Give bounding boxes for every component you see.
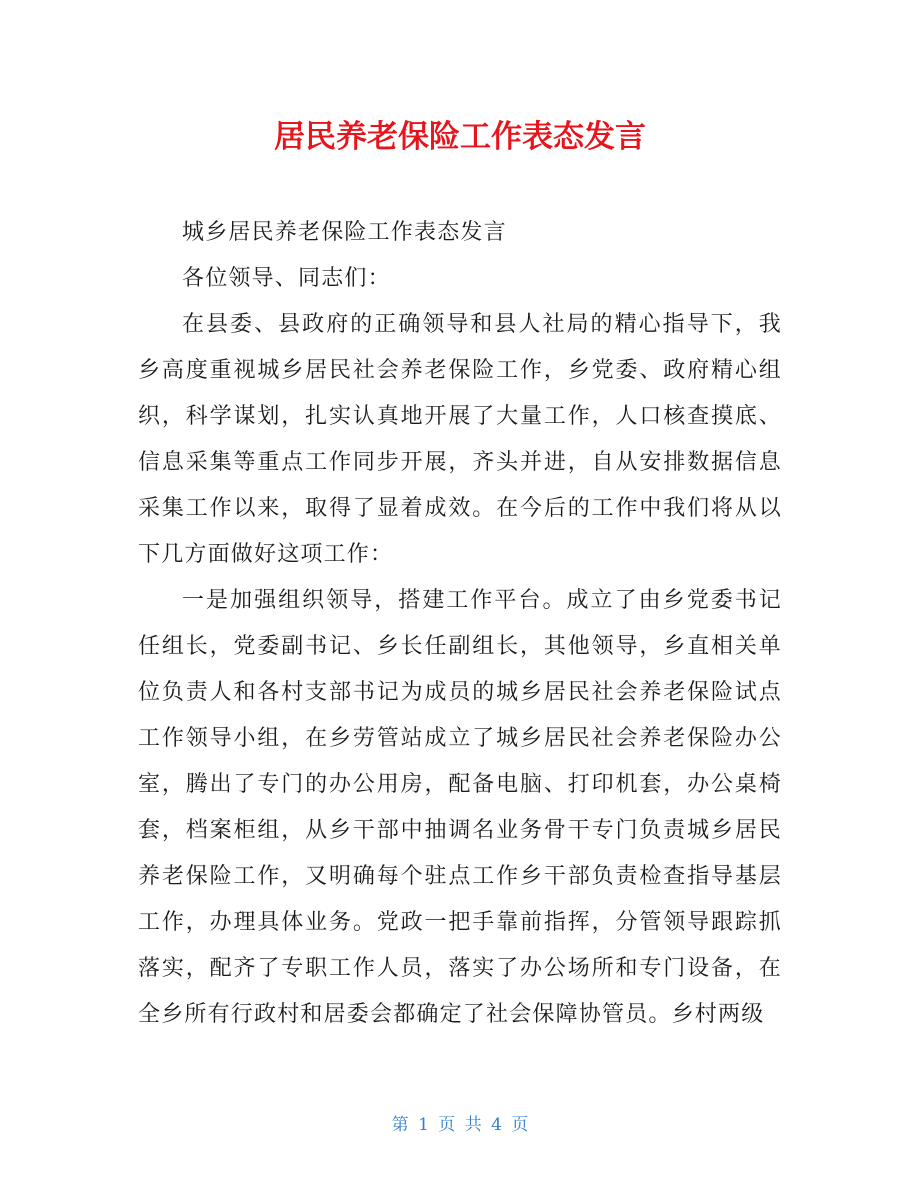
paragraph-point-one: 一是加强组织领导，搭建工作平台。成立了由乡党委书记任组长，党委副书记、乡长任副组长，其他领导，乡直相关单位负责人和各村支部书记为成员的城乡居民社会养老保险试点工作领导小组，在乡劳管站成立了城乡居民社会养老保险办公室，腾出了专门的办公用房，配备电脑、打印机套，办公桌椅套，档案柜组，从乡干部中抽调名业务骨干专门负责城乡居民养老保险工作，又明确每个驻点工作乡干部负责检查指导基层工作，办理具体业务。党政一把手靠前指挥，分管领导跟踪抓落实，配齐了专职工作人员，落实了办公场所和专门设备，在全乡所有行政村和居委会都确定了社会保障协管员。乡村两级 (138, 588, 782, 1027)
paragraph-intro: 在县委、县政府的正确领导和县人社局的精心指导下，我乡高度重视城乡居民社会养老保险工作，乡党委、政府精心组织，科学谋划，扎实认真地开展了大量工作，人口核查摸底、信息采集等重点工作同步开展，齐头并进，自从安排数据信息采集工作以来，取得了显着成效。在今后的工作中我们将从以下几方面做好这项工作： (138, 312, 782, 567)
page-number-footer: 第 1 页 共 4 页 (391, 1115, 529, 1135)
paragraph-salutation: 各位领导、同志们： (182, 266, 391, 291)
document-body (138, 210, 782, 1038)
document-title: 居民养老保险工作表态发言 (274, 119, 646, 155)
paragraph-subtitle: 城乡居民养老保险工作表态发言 (182, 220, 507, 245)
